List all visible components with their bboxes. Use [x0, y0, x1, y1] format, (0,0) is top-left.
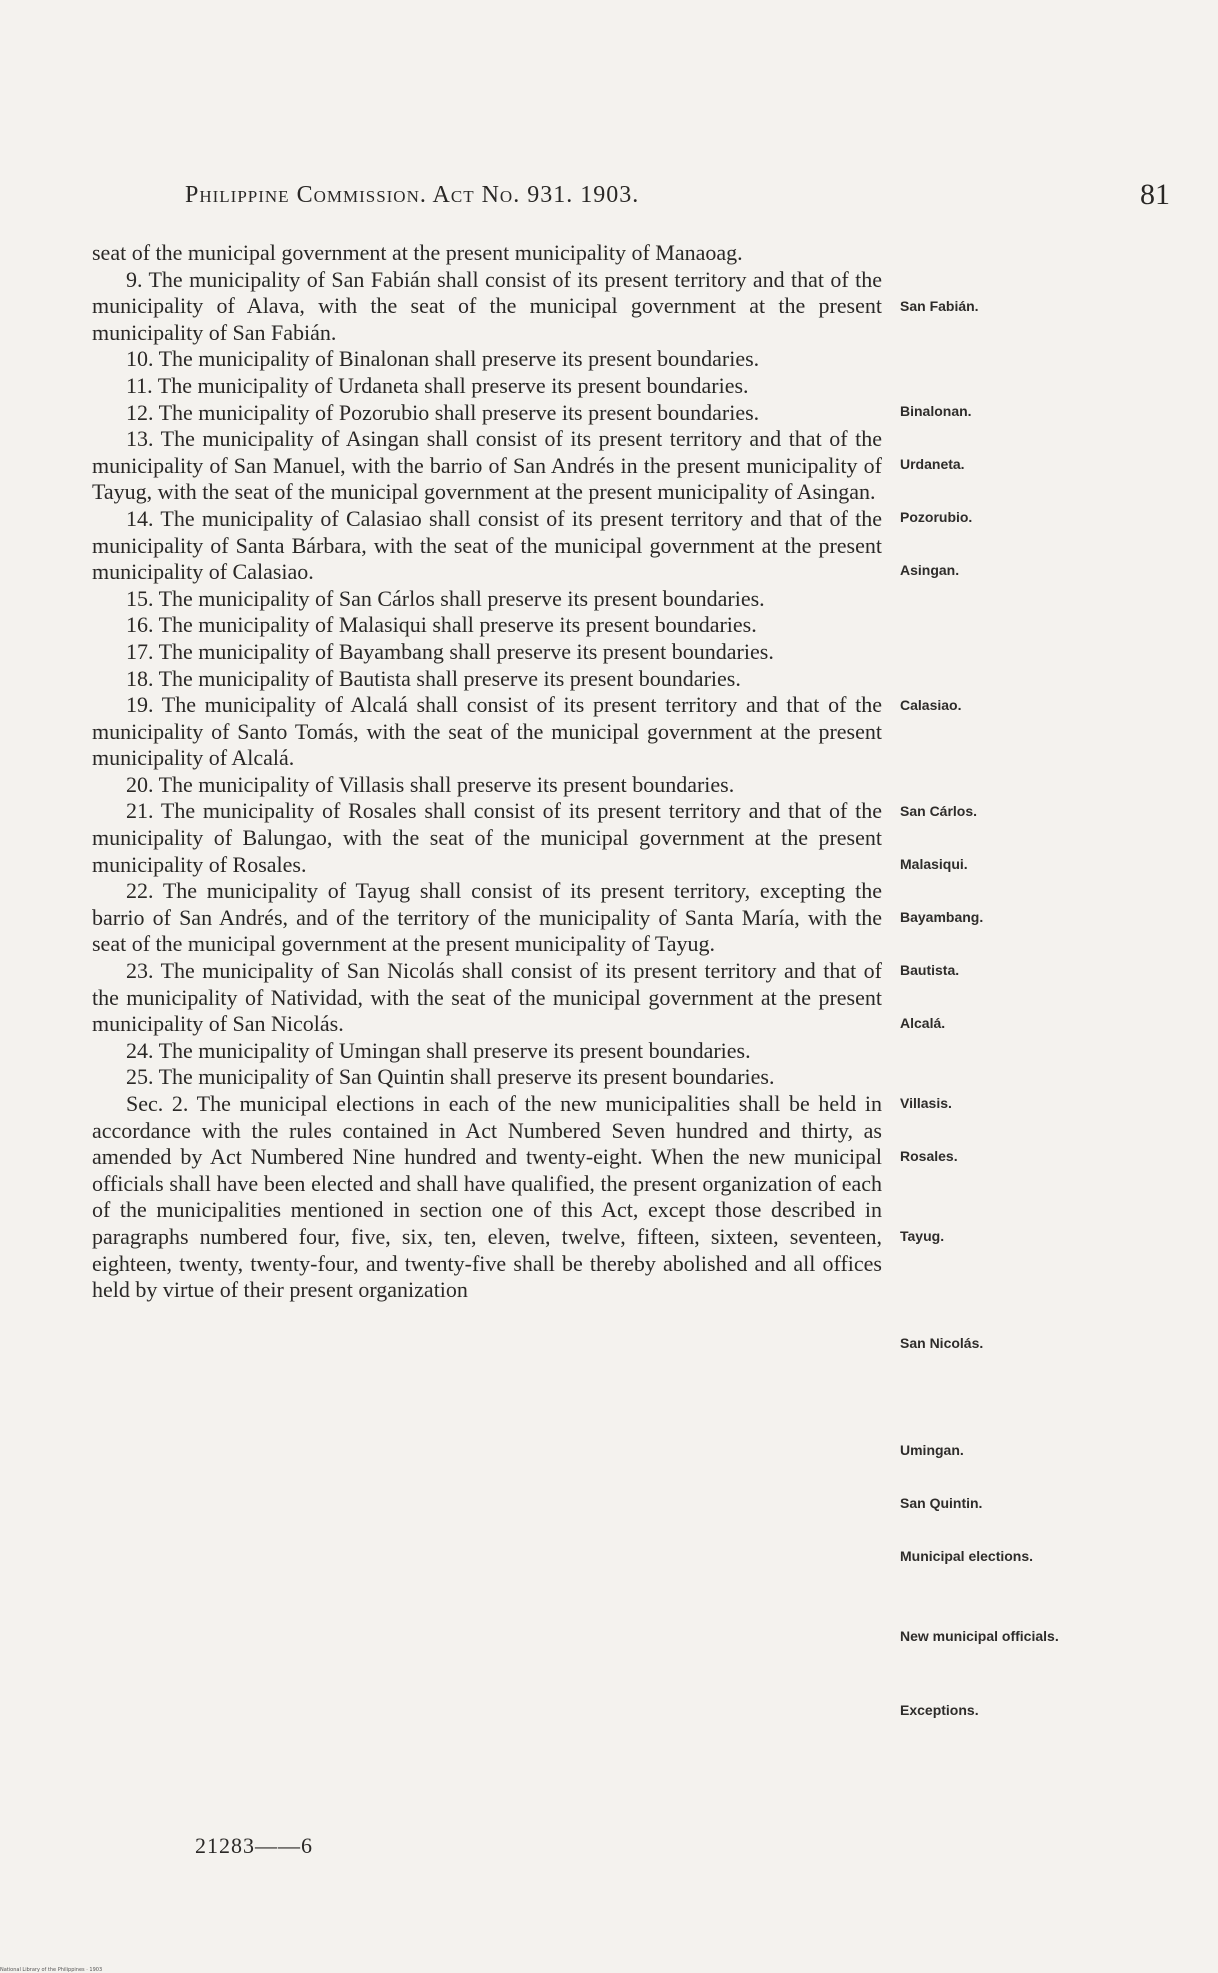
paragraph: 18. The municipality of Bautista shall preserve its present boundaries.: [126, 665, 741, 691]
margin-note: Alcalá.: [900, 1015, 946, 1031]
margin-note: San Nicolás.: [900, 1335, 984, 1351]
paragraph: 10. The municipality of Binalonan shall preserve its present boundaries.: [126, 346, 760, 372]
signature-mark: 21283——6: [195, 1833, 313, 1858]
margin-note: Asingan.: [900, 562, 960, 578]
page-number: 81: [1140, 178, 1170, 211]
margin-note: San Cárlos.: [900, 803, 978, 819]
margin-note: New municipal officials.: [900, 1628, 1059, 1644]
margin-note: Umingan.: [900, 1442, 964, 1458]
margin-note: San Quintin.: [900, 1495, 983, 1511]
paragraph: 20. The municipality of Villasis shall preserve its present boundaries.: [126, 771, 735, 797]
paragraph: 13. The municipality of Asingan shall consist of its present territory and that of the municipality of San Manuel, with the barrio of San Andrés in the present municipality of Tayug, with the seat of the municipal government at the present municipality of Asingan.: [92, 426, 882, 505]
paragraph: 23. The municipality of San Nicolás shall consist of its present territory and that of the municipality of Natividad, with the seat of the municipal government at the present municipality of San Nicolás.: [92, 958, 882, 1037]
paragraph: Sec. 2. The municipal elections in each of the new municipalities shall be held in accordance with the rules contained in Act Numbered Seven hundred and thirty, as amended by Act Numbered Nine hundred and twenty-eight. When the new municipal officials shall have been elected and shall have qualified, the present organization of each of the municipalities mentioned in section one of this Act, except those described in paragraphs numbered four, five, six, ten, eleven, twelve, fifteen, sixteen, seventeen, eighteen, twenty, twenty-four, and twenty-five shall be thereby abolished and all offices held by virtue of their present organization: [92, 1091, 882, 1303]
margin-note: Bautista.: [900, 962, 960, 978]
margin-note: Exceptions.: [900, 1702, 979, 1718]
paragraph: 14. The municipality of Calasiao shall consist of its present territory and that of the municipality of Santa Bárbara, with the seat of the municipal government at the present municipality of Calasiao.: [92, 505, 882, 585]
paragraph: 11. The municipality of Urdaneta shall preserve its present boundaries.: [126, 372, 749, 398]
margin-note: Villasis.: [900, 1095, 952, 1111]
body-text: [92, 240, 882, 1304]
margin-notes: [900, 0, 1115, 1973]
paragraph: 21. The municipality of Rosales shall consist of its present territory and that of the municipality of Balungao, with the seat of the municipal government at the present municipality of Rosales.: [92, 798, 882, 877]
margin-note: Pozorubio.: [900, 509, 973, 525]
archive-stamp: National Library of the Philippines · 1903: [0, 1967, 103, 1973]
margin-note: Binalonan.: [900, 403, 972, 419]
margin-note: Tayug.: [900, 1228, 945, 1244]
running-title: Philippine Commission. Act No. 931. 1903.: [185, 182, 640, 208]
paragraph: 19. The municipality of Alcalá shall consist of its present territory and that of the municipality of Santo Tomás, with the seat of the municipal government at the present municipality of Alcalá.: [92, 692, 882, 771]
margin-note: Urdaneta.: [900, 456, 965, 472]
paragraph: 16. The municipality of Malasiqui shall preserve its present boundaries.: [126, 612, 757, 638]
margin-note: Municipal elections.: [900, 1548, 1034, 1564]
paragraph: seat of the municipal government at the present municipality of Manaoag.: [92, 240, 743, 265]
paragraph: 9. The municipality of San Fabián shall consist of its present territory and that of the municipality of Alava, with the seat of the municipal government at the present municipality of San Fabián.: [92, 266, 882, 345]
margin-note: Malasiqui.: [900, 856, 968, 872]
paragraph: 17. The municipality of Bayambang shall preserve its present boundaries.: [126, 638, 774, 664]
paragraph: 25. The municipality of San Quintin shall preserve its present boundaries.: [126, 1064, 775, 1090]
paragraph: 24. The municipality of Umingan shall preserve its present boundaries.: [126, 1037, 751, 1063]
margin-note: San Fabián.: [900, 298, 979, 314]
margin-note: Rosales.: [900, 1148, 958, 1164]
paragraph: 15. The municipality of San Cárlos shall preserve its present boundaries.: [126, 585, 765, 611]
paragraph: 12. The municipality of Pozorubio shall preserve its present boundaries.: [126, 399, 760, 425]
margin-note: Calasiao.: [900, 697, 962, 713]
paragraph: 22. The municipality of Tayug shall consist of its present territory, excepting the barrio of San Andrés, and of the territory of the municipality of Santa María, with the seat of the municipal government at the present municipality of Tayug.: [92, 878, 882, 957]
margin-note: Bayambang.: [900, 909, 984, 925]
